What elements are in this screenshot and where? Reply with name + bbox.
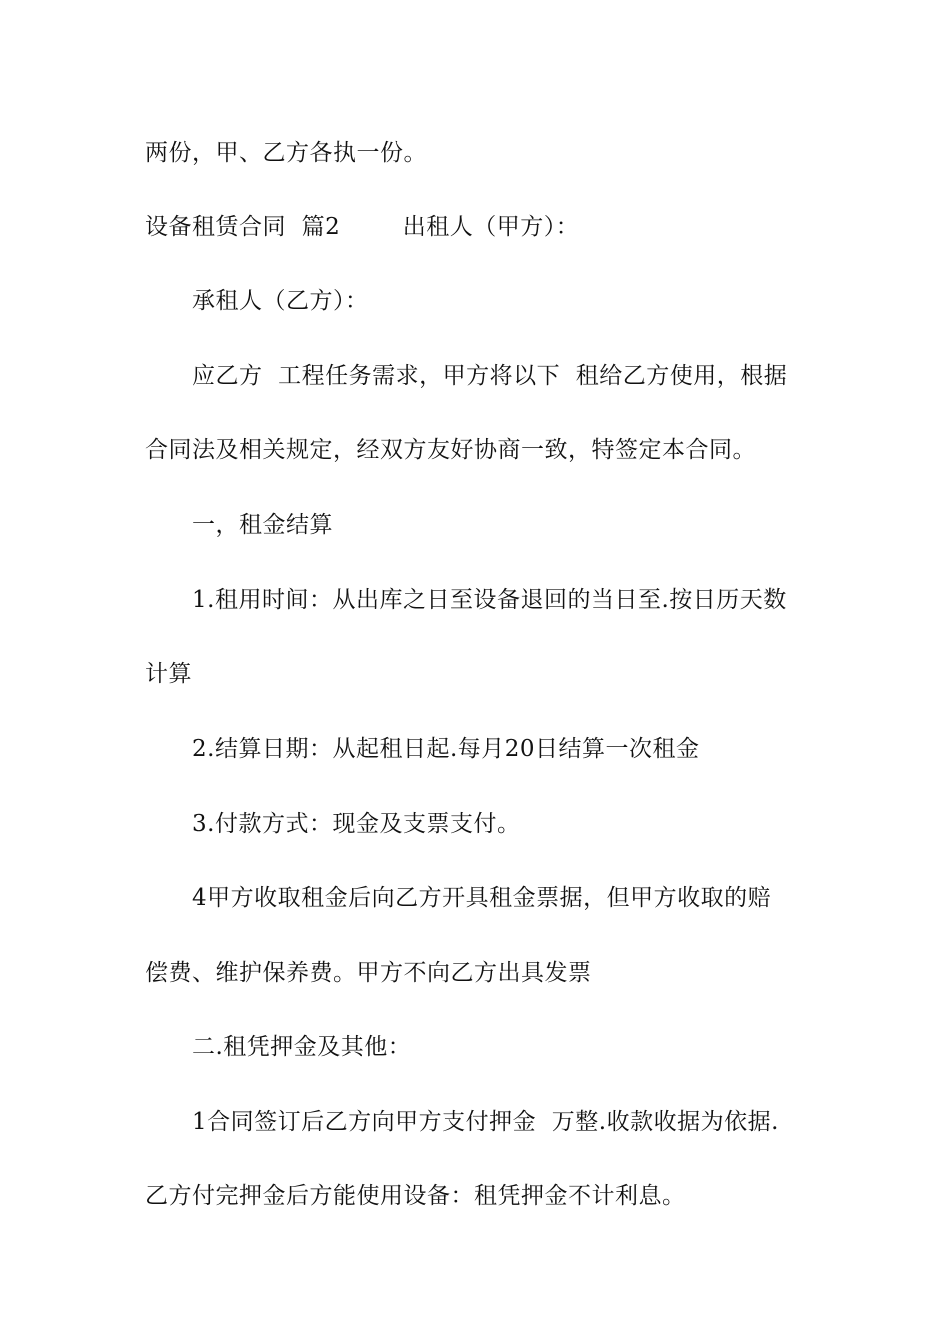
text-line-3: 承租人（乙方）： [192,288,369,314]
text-line-9: 2.结算日期：从起租日起.每月20日结算一次租金 [192,736,700,762]
section-heading-1: 一，租金结算 [192,512,333,538]
text-line-15: 乙方付完押金后方能使用设备：租凭押金不计利息。 [145,1183,686,1209]
text-line-8: 计算 [145,661,192,687]
text-line-11: 4甲方收取租金后向乙方开具租金票据，但甲方收取的赔 [192,885,772,911]
text-line-14: 1合同签订后乙方向甲方支付押金 万整.收款收据为依据. [192,1109,779,1135]
text-line-7: 1.租用时间：从出库之日至设备退回的当日至.按日历天数 [192,587,787,613]
text-line-12: 偿费、维护保养费。甲方不向乙方出具发票 [145,960,592,986]
text-line-1: 两份，甲、乙方各执一份。 [145,140,427,166]
text-line-2: 设备租赁合同 篇2 出租人（甲方）： [145,214,580,240]
section-heading-2: 二.租凭押金及其他： [192,1034,412,1060]
text-line-5: 合同法及相关规定，经双方友好协商一致，特签定本合同。 [145,437,756,463]
text-line-10: 3.付款方式：现金及支票支付。 [192,811,521,837]
text-line-4: 应乙方 工程任务需求，甲方将以下 租给乙方使用，根据 [192,363,788,389]
